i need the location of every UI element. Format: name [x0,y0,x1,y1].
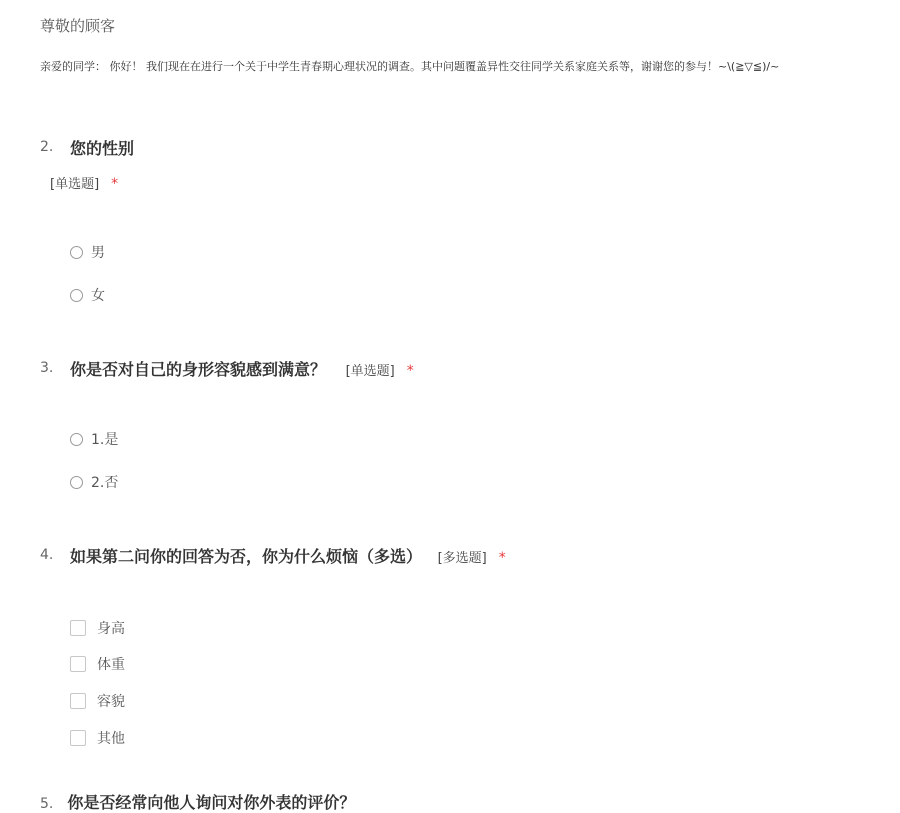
checkbox-icon[interactable] [70,730,86,746]
option-male[interactable] [70,242,105,262]
option-appearance[interactable] [70,691,125,711]
checkbox-icon[interactable] [70,693,86,709]
required-mark: * [498,550,506,566]
question-number: 3. [40,360,54,376]
question-title: 您的性别 [70,139,135,158]
radio-icon[interactable] [70,433,83,446]
required-mark: * [406,363,414,379]
question-number: 2. [40,139,54,155]
question-4 [40,544,840,568]
option-yes[interactable] [70,429,118,449]
question-title-row [70,544,506,567]
option-label: 容貌 [97,694,125,710]
option-label: 女 [91,288,105,304]
question-title: 你是否经常向他人询问对你外表的评价？ [67,793,356,812]
question-title: 如果第二问你的回答为否，你为什么烦恼（多选） [70,547,423,566]
question-3 [40,357,740,381]
question-title-row [70,357,414,380]
option-label: 男 [91,245,105,261]
question-type-label: [单选题] [50,177,100,192]
checkbox-icon[interactable] [70,656,86,672]
option-label: 其他 [97,731,125,747]
option-label: 体重 [97,657,125,673]
greeting-title: 尊敬的顾客 [40,17,116,35]
question-type-label: [单选题] [345,364,395,379]
option-other[interactable] [70,728,125,748]
option-no[interactable] [70,472,118,492]
checkbox-icon[interactable] [70,620,86,636]
option-label: 1.是 [91,432,119,448]
radio-icon[interactable] [70,289,83,302]
option-female[interactable] [70,285,105,305]
option-height[interactable] [70,618,125,638]
option-label: 2.否 [91,475,119,491]
question-type-label: [多选题] [437,551,487,566]
radio-icon[interactable] [70,476,83,489]
required-mark: * [111,176,119,192]
question-title: 你是否对自己的身形容貌感到满意？ [70,360,327,379]
question-number: 4. [40,547,54,563]
question-5 [40,790,355,813]
option-weight[interactable] [70,654,125,674]
question-number: 5. [40,796,54,812]
radio-icon[interactable] [70,246,83,259]
option-label: 身高 [97,621,125,637]
intro-text: 亲爱的同学： 你好！ 我们现在在进行一个关于中学生青春期心理状况的调查。其中问题覆盖异性交往同学关系家庭关系等，谢谢您的参与！~\(≧▽≦)/~ [40,60,780,73]
